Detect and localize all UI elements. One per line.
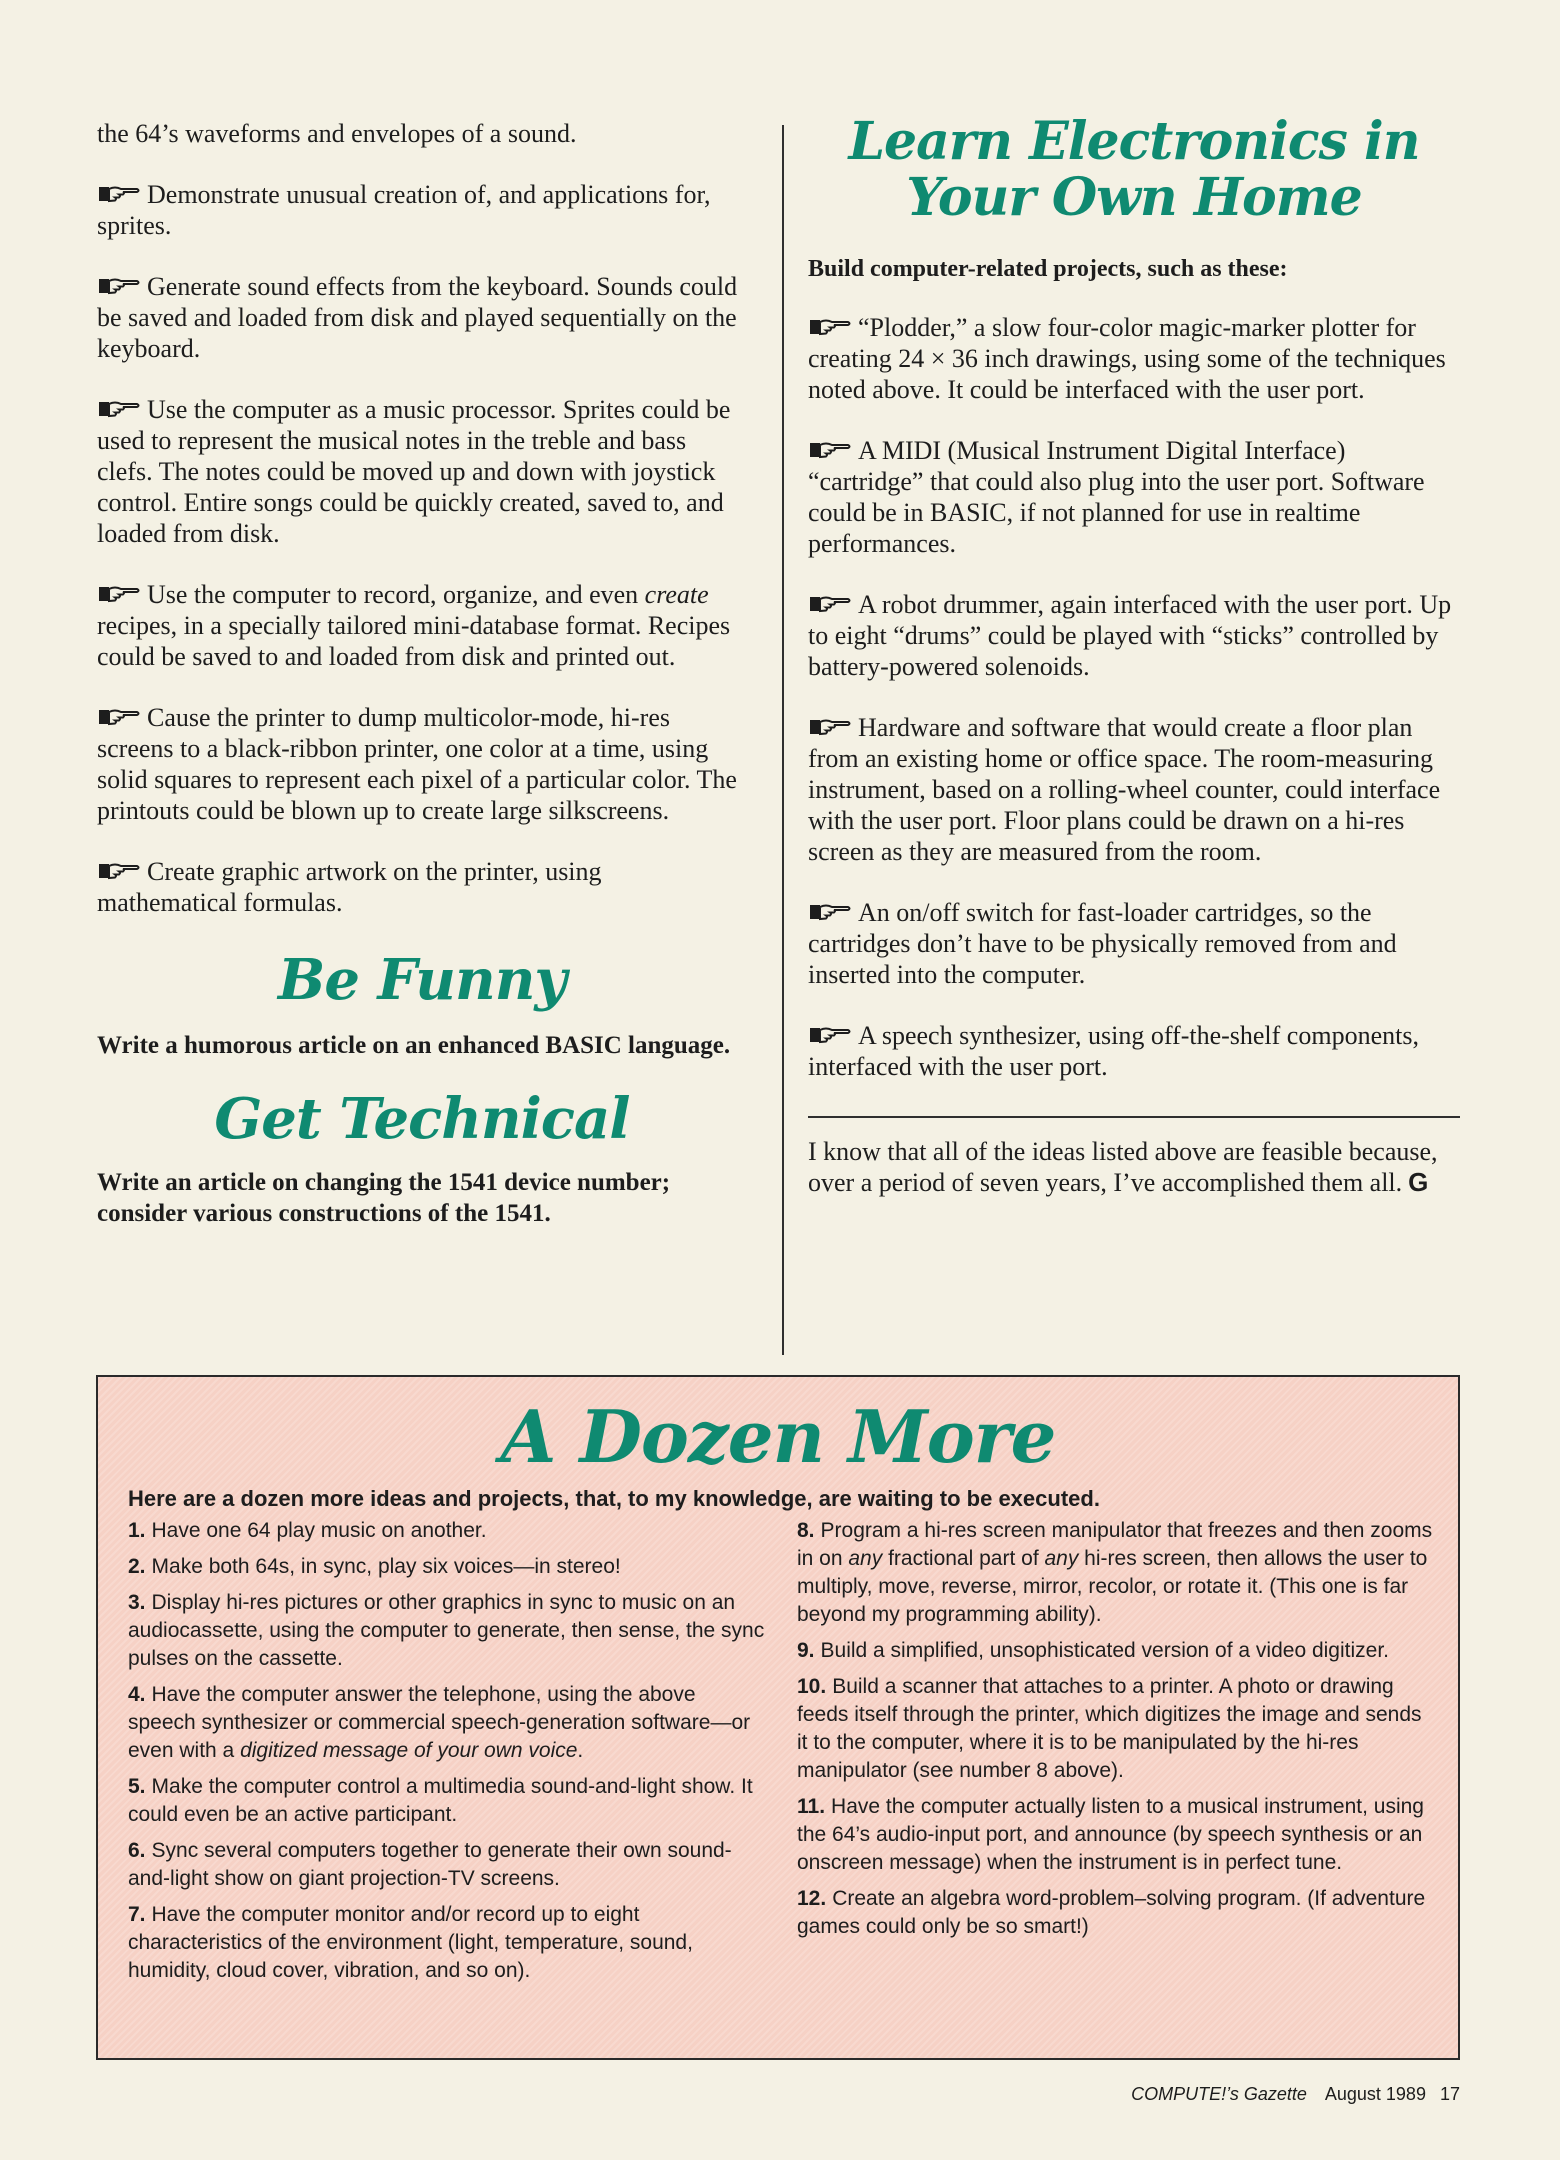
learn-heading-line1: Learn Electronics in xyxy=(848,111,1420,172)
item-number: 4. xyxy=(128,1683,146,1706)
item-text: Have one 64 play music on another. xyxy=(151,1519,487,1542)
learn-electronics-heading xyxy=(808,111,1460,228)
pointing-hand-icon xyxy=(97,583,141,605)
project-robot-drummer xyxy=(808,589,1460,682)
item-text: Program a hi-res screen manipulator that freezes and then zooms in on xyxy=(797,1519,1433,1570)
item-number: 5. xyxy=(128,1775,146,1798)
idea-printer-dump xyxy=(97,702,747,826)
item-number: 7. xyxy=(128,1903,146,1926)
idea-text: Create graphic artwork on the printer, using mathematical formulas. xyxy=(97,857,602,917)
projects-intro: Build computer-related projects, such as these: xyxy=(808,256,1288,282)
dozen-item xyxy=(128,1837,768,1893)
item-number: 6. xyxy=(128,1839,146,1862)
dozen-item xyxy=(128,1517,768,1545)
project-midi xyxy=(808,435,1460,559)
idea-graphic-artwork xyxy=(97,856,747,918)
item-text: fractional part of xyxy=(882,1547,1045,1570)
be-funny-text: Write a humorous article on an enhanced BASIC language. xyxy=(97,1032,731,1059)
pointing-hand-icon xyxy=(808,593,852,615)
item-text: Make both 64s, in sync, play six voices—in stereo! xyxy=(151,1555,621,1578)
item-emphasis: any xyxy=(1044,1547,1079,1570)
idea-text: Demonstrate unusual creation of, and applications for, sprites. xyxy=(97,180,711,240)
left-column xyxy=(97,118,747,1229)
item-number: 12. xyxy=(797,1887,827,1910)
idea-sound-effects xyxy=(97,271,747,364)
item-text: Sync several computers together to generate their own sound-and-light show on giant projection-TV screens. xyxy=(128,1839,732,1890)
item-number: 2. xyxy=(128,1555,146,1578)
dozen-item xyxy=(128,1681,768,1765)
project-text: A MIDI (Musical Instrument Digital Interface) “cartridge” that could also plug into the user port. Software could be in BASIC, if not planned for use in realtime performances. xyxy=(808,436,1425,558)
dozen-item xyxy=(797,1673,1437,1785)
page-footer xyxy=(1131,2084,1460,2105)
item-emphasis: digitized message of your own voice xyxy=(240,1739,578,1762)
pointing-hand-icon xyxy=(97,183,141,205)
idea-music-processor xyxy=(97,394,747,549)
item-text: Have the computer answer the telephone, using the above speech synthesizer or commercial speech-generation software—or even with a xyxy=(128,1683,751,1762)
learn-heading-line2: Your Own Home xyxy=(906,167,1362,228)
project-text: An on/off switch for fast-loader cartridges, so the cartridges don’t have to be physically removed from and inserted into the computer. xyxy=(808,898,1397,989)
item-text: Create an algebra word-problem–solving program. (If adventure games could only be so smart!) xyxy=(797,1887,1426,1938)
project-speech xyxy=(808,1020,1460,1082)
dozen-item xyxy=(797,1517,1437,1629)
dozen-more-intro: Here are a dozen more ideas and projects, that, to my knowledge, are waiting to be executed. xyxy=(128,1486,1100,1511)
idea-text: Use the computer as a music processor. Sprites could be used to represent the musical notes in the treble and bass clefs. The notes could be moved up and down with joystick control. Entire songs could be quickly created, saved to, and loaded from disk. xyxy=(97,395,731,548)
idea-text: Use the computer to record, organize, and even xyxy=(147,580,645,609)
item-text: hi-res screen, then allows the user to multiply, move, reverse, mirror, recolor, or rotate it. (This one is far beyond my programming ability). xyxy=(797,1547,1428,1626)
dozen-item xyxy=(128,1773,768,1829)
pointing-hand-icon xyxy=(97,860,141,882)
dozen-list-left xyxy=(128,1517,768,1993)
pointing-hand-icon xyxy=(97,706,141,728)
get-technical-heading: Get Technical xyxy=(214,1086,630,1152)
dozen-item xyxy=(797,1793,1437,1877)
item-text: Build a scanner that attaches to a printer. A photo or drawing feeds itself through the printer, which digitizes the image and sends it to the computer, where it is to be manipulated by the hi-res manipulator (see number 8 above). xyxy=(797,1675,1422,1782)
idea-emphasis: create xyxy=(644,580,709,609)
item-number: 8. xyxy=(797,1519,815,1542)
dozen-more-sidebar xyxy=(96,1375,1460,2060)
closing-rule xyxy=(808,1116,1460,1118)
pointing-hand-icon xyxy=(808,901,852,923)
column-divider xyxy=(782,125,784,1355)
dozen-list-right xyxy=(797,1517,1437,1949)
pointing-hand-icon xyxy=(97,275,141,297)
item-text: Have the computer monitor and/or record up to eight characteristics of the environment (light, temperature, sound, humidity, cloud cover, vibration, and so on). xyxy=(128,1903,693,1982)
project-text: A speech synthesizer, using off-the-shelf components, interfaced with the user port. xyxy=(808,1021,1419,1081)
dozen-item xyxy=(797,1885,1437,1941)
project-text: Hardware and software that would create a floor plan from an existing home or office space. The room-measuring instrument, based on a rolling-wheel counter, could interface with the user port. Floor plans could be drawn on a hi-res screen as they are measured from the room. xyxy=(808,713,1441,866)
item-text: . xyxy=(577,1739,584,1762)
idea-recipes xyxy=(97,579,747,672)
opening-line: the 64’s waveforms and envelopes of a sound. xyxy=(97,119,577,148)
item-number: 9. xyxy=(797,1639,815,1662)
item-emphasis: any xyxy=(848,1547,883,1570)
footer-date: August 1989 xyxy=(1324,2084,1426,2104)
item-number: 3. xyxy=(128,1591,146,1614)
footer-page-number: 17 xyxy=(1439,2084,1460,2104)
right-column xyxy=(808,111,1460,1228)
item-text: Build a simplified, unsophisticated version of a video digitizer. xyxy=(820,1639,1389,1662)
footer-magazine: COMPUTE!’s Gazette xyxy=(1131,2084,1307,2104)
idea-text: Cause the printer to dump multicolor-mode, hi-res screens to a black-ribbon printer, one color at a time, using solid squares to represent each pixel of a particular color. The printouts could be blown up to create large silkscreens. xyxy=(97,703,737,825)
dozen-item xyxy=(128,1553,768,1581)
get-technical-text: Write an article on changing the 1541 device number; consider various constructions of the 1541. xyxy=(97,1169,671,1227)
pointing-hand-icon xyxy=(808,1024,852,1046)
idea-sprites xyxy=(97,179,747,241)
dozen-item xyxy=(128,1901,768,1985)
project-text: A robot drummer, again interfaced with the user port. Up to eight “drums” could be played with “sticks” controlled by battery-powered solenoids. xyxy=(808,590,1452,681)
idea-text: recipes, in a specially tailored mini-database format. Recipes could be saved to and loaded from disk and printed out. xyxy=(97,611,731,671)
pointing-hand-icon xyxy=(808,439,852,461)
closing-text: I know that all of the ideas listed above are feasible because, over a period of seven years, I’ve accomplished them all. xyxy=(808,1137,1438,1197)
dozen-item xyxy=(128,1589,768,1673)
be-funny-heading: Be Funny xyxy=(278,947,566,1013)
item-number: 11. xyxy=(797,1795,826,1818)
closing-paragraph xyxy=(808,1136,1460,1198)
end-mark: G xyxy=(1408,1167,1429,1197)
pointing-hand-icon xyxy=(808,316,852,338)
item-text: Make the computer control a multimedia sound-and-light show. It could even be an active participant. xyxy=(128,1775,753,1826)
item-number: 1. xyxy=(128,1519,146,1542)
pointing-hand-icon xyxy=(808,716,852,738)
item-number: 10. xyxy=(797,1675,827,1698)
item-text: Display hi-res pictures or other graphics in sync to music on an audiocassette, using the computer to generate, then sense, the sync pulses on the cassette. xyxy=(128,1591,765,1670)
dozen-item xyxy=(797,1637,1437,1665)
dozen-more-heading: A Dozen More xyxy=(500,1394,1056,1479)
project-switch xyxy=(808,897,1460,990)
project-floor-plan xyxy=(808,712,1460,867)
item-text: Have the computer actually listen to a musical instrument, using the 64’s audio-input port, and announce (by speech synthesis or an onscreen message) when the instrument is in perfect tune. xyxy=(797,1795,1424,1874)
project-plodder xyxy=(808,312,1460,405)
pointing-hand-icon xyxy=(97,398,141,420)
project-text: “Plodder,” a slow four-color magic-marker plotter for creating 24 × 36 inch drawings, using some of the techniques noted above. It could be interfaced with the user port. xyxy=(808,313,1446,404)
idea-text: Generate sound effects from the keyboard. Sounds could be saved and loaded from disk and played sequentially on the keyboard. xyxy=(97,272,738,363)
